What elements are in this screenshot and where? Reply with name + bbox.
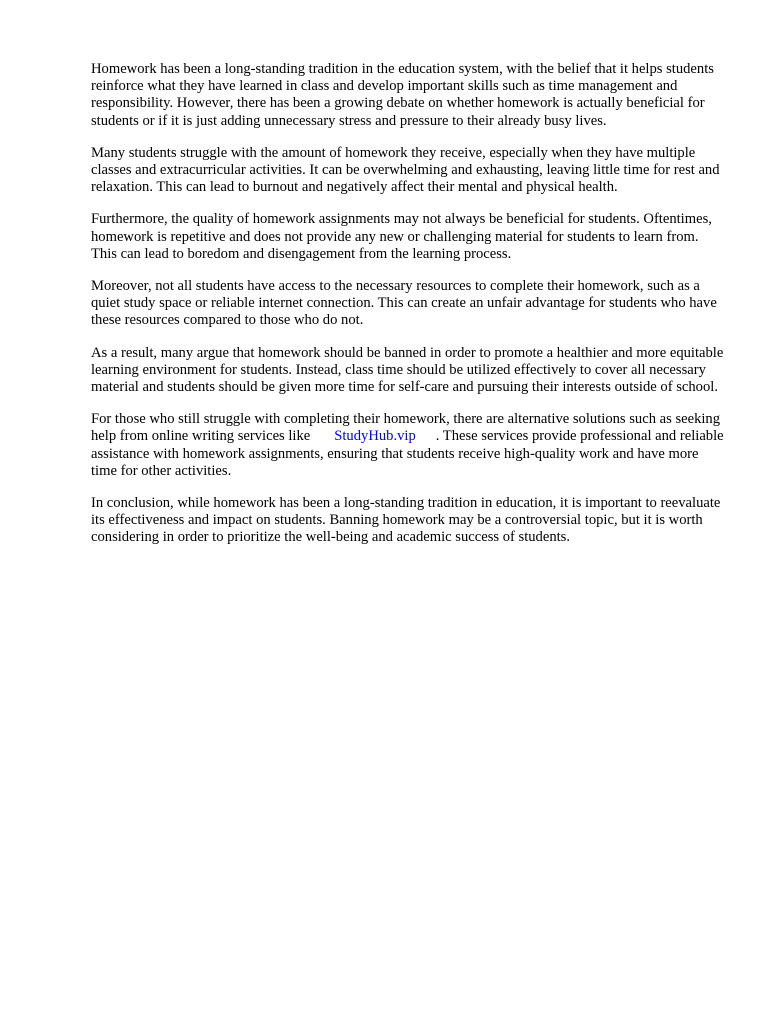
studyhub-link[interactable]: StudyHub.vip xyxy=(334,428,416,445)
paragraph-ban-argument: As a result, many argue that homework should be banned in order to promote a healthier and more equitable learning environment for students. Instead, class time should be utilized effectively to cover all necessary material and students should be given more time for self-care and pursuing their interests outside of school. xyxy=(91,344,724,396)
alternatives-text-before: For those who still struggle with completing their homework, there are alternative solutions such as seeking help from online writing services like xyxy=(91,411,721,445)
document-body xyxy=(91,61,727,562)
paragraph-workload: Many students struggle with the amount of homework they receive, especially when they have multiple classes and extracurricular activities. It can be overwhelming and exhausting, leaving little time for rest and relaxation. This can lead to burnout and negatively affect their mental and physical health. xyxy=(91,144,720,196)
alternatives-text-after: . These services provide professional and reliable assistance with homework assignments, ensuring that students receive high-quality work and have more time for other activities. xyxy=(91,428,724,479)
paragraph-quality: Furthermore, the quality of homework assignments may not always be beneficial for students. Oftentimes, homework is repetitive and does not provide any new or challenging material for students to learn from. This can lead to boredom and disengagement from the learning process. xyxy=(91,211,712,262)
paragraph-resources: Moreover, not all students have access to the necessary resources to complete their homework, such as a quiet study space or reliable internet connection. This can create an unfair advantage for students who have these resources compared to those who do not. xyxy=(91,278,717,329)
paragraph-intro: Homework has been a long-standing tradition in the education system, with the belief that it helps students reinforce what they have learned in class and develop important skills such as time management and responsibility. However, there has been a growing debate on whether homework is actually beneficial for students or if it is just adding unnecessary stress and pressure to their already busy lives. xyxy=(91,61,714,129)
paragraph-alternatives xyxy=(91,411,727,480)
paragraph-conclusion: In conclusion, while homework has been a long-standing tradition in education, it is important to reevaluate its effectiveness and impact on students. Banning homework may be a controversial topic, but it is worth considering in order to prioritize the well-being and academic success of students. xyxy=(91,495,721,546)
